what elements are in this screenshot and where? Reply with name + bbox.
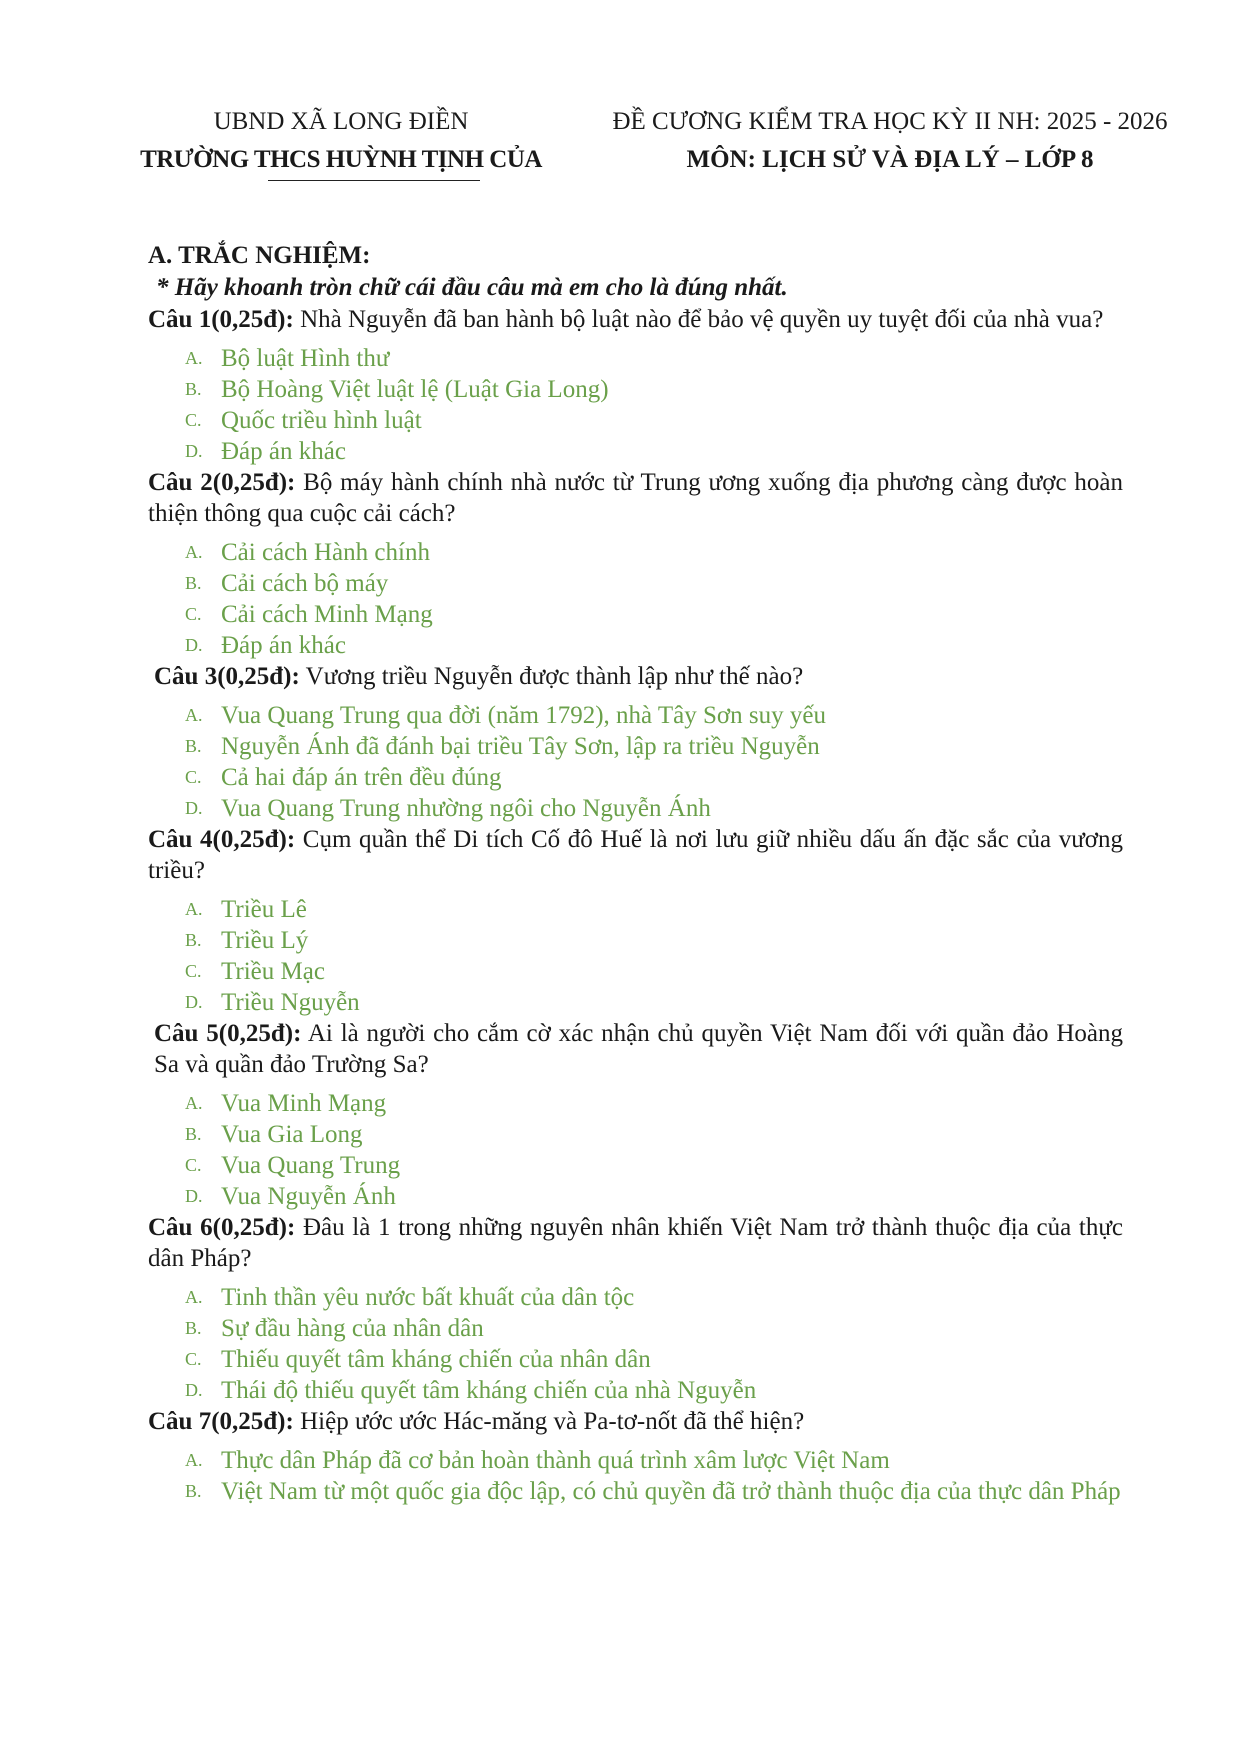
instruction: * Hãy khoanh tròn chữ cái đầu câu mà em cho là đúng nhất.	[156, 274, 788, 301]
subject-title: MÔN: LỊCH SỬ VÀ ĐỊA LÝ – LỚP 8	[686, 146, 1094, 173]
question-label: Câu 6(0,25đ):	[148, 1214, 296, 1241]
option-text: Vua Quang Trung	[221, 1152, 401, 1179]
question-label: Câu 4(0,25đ):	[148, 826, 296, 853]
header-underline	[268, 180, 480, 181]
question-text	[148, 1018, 1123, 1080]
options-list	[148, 537, 1123, 661]
question-4	[148, 824, 1123, 1018]
question-5	[148, 1018, 1123, 1212]
option-text: Triều Nguyễn	[221, 989, 360, 1016]
option-letter: D.	[185, 441, 203, 461]
option-a[interactable]	[148, 343, 1123, 374]
question-text	[148, 1212, 1123, 1274]
question-body: Hiệp ước ước Hác-măng và Pa-tơ-nốt đã thể hiện?	[293, 1408, 805, 1435]
option-a[interactable]	[148, 894, 1123, 925]
option-text: Triều Mạc	[221, 958, 325, 985]
options-list	[148, 1282, 1123, 1406]
options-list	[148, 1445, 1123, 1507]
option-text: Tinh thần yêu nước bất khuất của dân tộc	[221, 1284, 635, 1311]
option-text: Cả hai đáp án trên đều đúng	[221, 764, 502, 791]
option-text: Cải cách Minh Mạng	[221, 601, 433, 628]
option-d[interactable]	[148, 1181, 1123, 1212]
options-list	[148, 700, 1123, 824]
option-letter: A.	[185, 1093, 203, 1113]
question-2	[148, 467, 1123, 661]
question-label: Câu 2(0,25đ):	[148, 469, 296, 496]
question-label: Câu 7(0,25đ):	[148, 1408, 294, 1435]
question-text	[148, 661, 1123, 692]
option-c[interactable]	[148, 956, 1123, 987]
option-b[interactable]	[148, 1119, 1123, 1150]
option-text: Sự đầu hàng của nhân dân	[221, 1315, 484, 1342]
question-text	[148, 824, 1123, 886]
option-c[interactable]	[148, 762, 1123, 793]
option-text: Vua Gia Long	[221, 1121, 363, 1148]
option-text: Cải cách Hành chính	[221, 539, 430, 566]
question-label: Câu 5(0,25đ):	[154, 1020, 302, 1047]
option-text: Vua Minh Mạng	[221, 1090, 387, 1117]
option-letter: B.	[185, 930, 202, 950]
option-text: Vua Nguyễn Ánh	[221, 1183, 396, 1210]
option-text: Nguyễn Ánh đã đánh bại triều Tây Sơn, lập ra triều Nguyễn	[221, 733, 820, 760]
option-letter: C.	[185, 604, 202, 624]
question-body: Ai là người cho cắm cờ xác nhận chủ quyền Việt Nam đối với quần đảo Hoàng Sa và quần đảo Trường Sa?	[154, 1020, 1123, 1078]
question-label: Câu 1(0,25đ):	[148, 306, 294, 333]
option-letter: A.	[185, 705, 203, 725]
option-text: Việt Nam từ một quốc gia độc lập, có chủ quyền đã trở thành thuộc địa của thực dân Pháp	[221, 1478, 1121, 1505]
option-text: Triều Lý	[221, 927, 309, 954]
school-name: TRƯỜNG THCS HUỲNH TỊNH CỦA	[140, 146, 542, 173]
question-body: Cụm quần thể Di tích Cố đô Huế là nơi lưu giữ nhiều dấu ấn đặc sắc của vương triều?	[148, 826, 1123, 884]
option-letter: C.	[185, 1155, 202, 1175]
question-body: Đâu là 1 trong những nguyên nhân khiến Việt Nam trở thành thuộc địa của thực dân Pháp?	[148, 1214, 1123, 1272]
option-text: Thái độ thiếu quyết tâm kháng chiến của nhà Nguyễn	[221, 1377, 757, 1404]
option-letter: C.	[185, 767, 202, 787]
option-text: Bộ Hoàng Việt luật lệ (Luật Gia Long)	[221, 376, 609, 403]
option-letter: B.	[185, 1481, 202, 1501]
question-1	[148, 304, 1123, 467]
option-letter: A.	[185, 1450, 203, 1470]
option-text: Thiếu quyết tâm kháng chiến của nhân dân	[221, 1346, 651, 1373]
option-text: Đáp án khác	[221, 632, 346, 659]
option-text: Cải cách bộ máy	[221, 570, 389, 597]
options-list	[148, 894, 1123, 1018]
option-c[interactable]	[148, 405, 1123, 436]
option-c[interactable]	[148, 1344, 1123, 1375]
question-6	[148, 1212, 1123, 1406]
option-text: Triều Lê	[221, 896, 307, 923]
question-body: Bộ máy hành chính nhà nước từ Trung ương xuống địa phương càng được hoàn thiện thông qua cuộc cải cách?	[148, 469, 1123, 527]
option-letter: B.	[185, 1318, 202, 1338]
option-letter: A.	[185, 348, 203, 368]
option-text: Quốc triều hình luật	[221, 407, 422, 434]
option-b[interactable]	[148, 1313, 1123, 1344]
option-letter: A.	[185, 1287, 203, 1307]
option-text: Đáp án khác	[221, 438, 346, 465]
option-letter: B.	[185, 1124, 202, 1144]
option-letter: D.	[185, 798, 203, 818]
option-letter: B.	[185, 573, 202, 593]
option-b[interactable]	[148, 568, 1123, 599]
option-letter: B.	[185, 736, 202, 756]
option-letter: D.	[185, 1186, 203, 1206]
option-a[interactable]	[148, 1088, 1123, 1119]
question-text	[148, 304, 1123, 335]
option-c[interactable]	[148, 599, 1123, 630]
option-a[interactable]	[148, 1282, 1123, 1313]
option-c[interactable]	[148, 1150, 1123, 1181]
options-list	[148, 343, 1123, 467]
district-name: UBND XÃ LONG ĐIỀN	[213, 108, 469, 135]
option-text: Bộ luật Hình thư	[221, 345, 390, 372]
question-label: Câu 3(0,25đ):	[154, 663, 300, 690]
option-d[interactable]	[148, 793, 1123, 824]
option-d[interactable]	[148, 436, 1123, 467]
option-d[interactable]	[148, 987, 1123, 1018]
option-letter: A.	[185, 899, 203, 919]
question-3	[148, 661, 1123, 824]
option-text: Vua Quang Trung qua đời (năm 1792), nhà Tây Sơn suy yếu	[221, 702, 826, 729]
option-letter: C.	[185, 961, 202, 981]
section-title: A. TRẮC NGHIỆM:	[148, 242, 371, 269]
option-letter: D.	[185, 1380, 203, 1400]
option-letter: C.	[185, 1349, 202, 1369]
question-text	[148, 467, 1123, 529]
question-body: Vương triều Nguyễn được thành lập như thế nào?	[299, 663, 804, 690]
option-a[interactable]	[148, 700, 1123, 731]
option-letter: C.	[185, 410, 202, 430]
question-text	[148, 1406, 1123, 1437]
option-letter: B.	[185, 379, 202, 399]
option-b[interactable]	[148, 1476, 1123, 1507]
question-body: Nhà Nguyễn đã ban hành bộ luật nào để bảo vệ quyền uy tuyệt đối của nhà vua?	[293, 306, 1104, 333]
option-a[interactable]	[148, 1445, 1123, 1476]
options-list	[148, 1088, 1123, 1212]
option-b[interactable]	[148, 731, 1123, 762]
option-b[interactable]	[148, 374, 1123, 405]
question-7	[148, 1406, 1123, 1507]
option-letter: A.	[185, 542, 203, 562]
option-letter: D.	[185, 635, 203, 655]
option-letter: D.	[185, 992, 203, 1012]
option-b[interactable]	[148, 925, 1123, 956]
option-text: Thực dân Pháp đã cơ bản hoàn thành quá trình xâm lược Việt Nam	[221, 1447, 890, 1474]
option-a[interactable]	[148, 537, 1123, 568]
option-text: Vua Quang Trung nhường ngôi cho Nguyễn Ánh	[221, 795, 711, 822]
document-title: ĐỀ CƯƠNG KIỂM TRA HỌC KỲ II NH: 2025 - 2026	[612, 108, 1168, 135]
exam-content	[148, 240, 1123, 1507]
option-d[interactable]	[148, 1375, 1123, 1406]
option-d[interactable]	[148, 630, 1123, 661]
